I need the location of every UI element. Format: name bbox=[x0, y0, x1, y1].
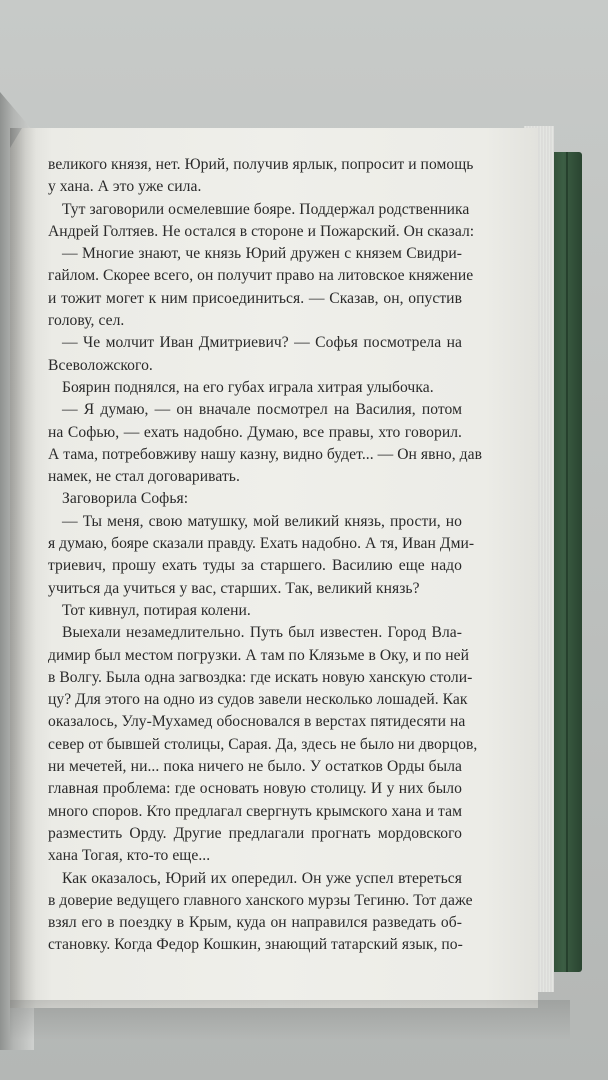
text-line: триевич, прошу ехать туды за старшего. Василию еще надо bbox=[48, 557, 462, 575]
text-line: много споров. Кто предлагал свергнуть крымского хана и там bbox=[48, 802, 462, 820]
text-line: у хана. А это уже сила. bbox=[48, 178, 202, 196]
text-line: север от бывшей столицы, Сарая. Да, здесь не было ни дворцов, bbox=[48, 735, 478, 753]
text-line: становку. Когда Федор Кошкин, знающий татарский язык, по- bbox=[48, 936, 463, 954]
text-line: главная проблема: где основать новую столицу. И у них было bbox=[48, 780, 462, 798]
text-line: Всеволожского. bbox=[48, 356, 153, 374]
text-line: Боярин поднялся, на его губах играла хитрая улыбочка. bbox=[62, 378, 434, 396]
text-line: Выехали незамедлительно. Путь был известен. Город Вла- bbox=[62, 624, 462, 642]
text-line: в Волгу. Была одна загвоздка: где искать новую ханскую столи- bbox=[48, 668, 473, 686]
text-line: намек, не стал договаривать. bbox=[48, 468, 240, 486]
text-line: Заговорила Софья: bbox=[62, 490, 189, 508]
cover-fold-line bbox=[566, 152, 568, 972]
text-line: разместить Орду. Другие предлагали прогнать мордовского bbox=[48, 824, 462, 842]
text-line: Как оказалось, Юрий их опередил. Он уже успел втереться bbox=[62, 869, 462, 887]
text-line: ни мечетей, ни... пока ничего не было. У остатков Орды была bbox=[48, 758, 462, 776]
text-line: и тожит могет к ним присоединиться. — Сказав, он, опустив bbox=[48, 289, 462, 307]
text-line: — Я думаю, — он вначале посмотрел на Василия, потом bbox=[62, 401, 462, 419]
text-line: я думаю, бояре сказали правду. Ехать надобно. А тя, Иван Дми- bbox=[48, 535, 475, 553]
text-line: хана Тогая, кто-то еще... bbox=[48, 847, 211, 865]
text-line: на Софью, — ехать надобно. Думаю, все правы, хто говорил. bbox=[48, 423, 462, 441]
text-line: Тут заговорили осмелевшие бояре. Поддержал родственника bbox=[62, 200, 470, 218]
text-line: учиться да учиться у вас, старших. Так, великий князь? bbox=[48, 579, 420, 597]
text-line: Тот кивнул, потирая колени. bbox=[62, 601, 251, 619]
text-line: взял его в поездку в Крым, куда он направился разведать об- bbox=[48, 914, 462, 932]
text-line: великого князя, нет. Юрий, получив ярлык, попросит и помощь bbox=[48, 156, 474, 173]
text-line: гайлом. Скорее всего, он получит право на литовское княжение bbox=[48, 267, 474, 285]
text-line: димир был местом погрузки. А там по Клязьме в Оку, и по ней bbox=[48, 646, 470, 664]
body-text bbox=[48, 154, 482, 957]
text-line: А тама, потребовживу нашу казну, видно будет... — Он явно, дав bbox=[48, 445, 482, 463]
text-line: в доверие ведущего главного ханского мурзы Тегиню. Тот даже bbox=[48, 891, 473, 909]
text-line: Андрей Голтяев. Не остался в стороне и Пожарский. Он сказал: bbox=[48, 222, 475, 240]
text-line: — Многие знают, че князь Юрий дружен с князем Свидри- bbox=[62, 245, 462, 263]
gutter-shadow bbox=[10, 128, 36, 1008]
text-line: оказалось, Улу-Мухамед обосновался в верстах пятидесяти на bbox=[48, 713, 466, 731]
text-line: — Че молчит Иван Дмитриевич? — Софья посмотрела на bbox=[62, 334, 462, 352]
text-line: голову, сел. bbox=[48, 312, 125, 330]
text-line: цу? Для этого на одно из судов завели несколько лошадей. Как bbox=[48, 691, 468, 709]
text-line: — Ты меня, свою матушку, мой великий князь, прости, но bbox=[62, 512, 462, 530]
bottom-shadow bbox=[10, 1000, 570, 1040]
